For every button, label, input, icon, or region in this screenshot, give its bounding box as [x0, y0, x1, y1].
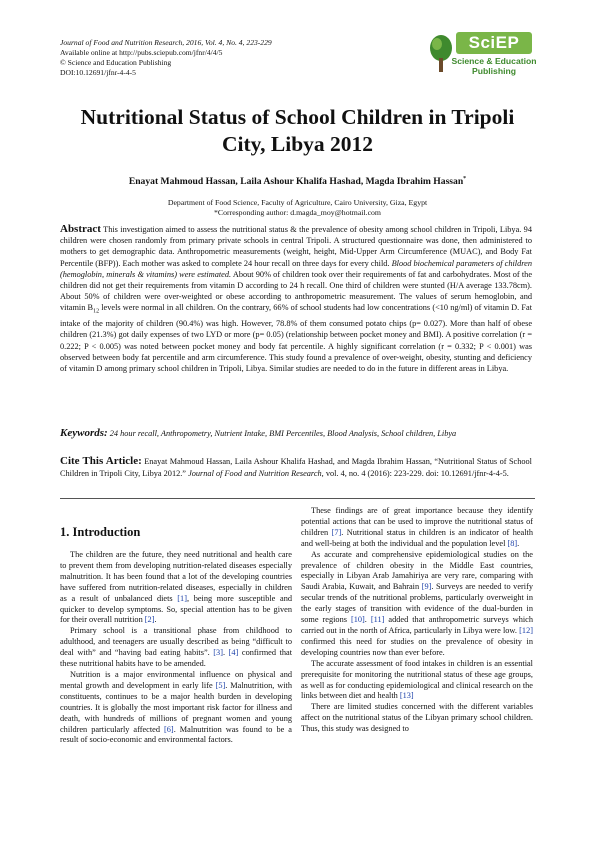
- sciep-logo: [428, 30, 538, 80]
- abstract-text-italic: Blood biochemical parameters of children (hemoglobin, minerals & vitamins) were estimated.: [60, 258, 532, 279]
- right-column: [301, 506, 533, 735]
- abstract: [60, 224, 532, 374]
- paper-title: Nutritional Status of School Children in Tripoli City, Libya 2012: [80, 105, 515, 156]
- reference-link[interactable]: [5]: [215, 680, 226, 690]
- paragraph: Nutrition is a major environmental influence on physical and mental growth and development in early life [5]. Malnutrition, with constituents, continues to be a major health burden in developing countries. It is globally the most important risk factor for illness and death, with hundreds of millions of pregnant women and young children particularly affected [6]. Malnutrition was found to be a result of socio-economic and environmental factors.: [60, 669, 293, 745]
- reference-link[interactable]: [7]: [331, 527, 342, 537]
- paragraph: Primary school is a transitional phase from childhood to adulthood, and teenagers are usually described as being “difficult to deal with” and “having bad eating habits”. [3]. [4] confirmed that these nutritional habits have to be amended.: [60, 626, 293, 669]
- abstract-text-1: This investigation aimed to assess the nutritional status & the prevalence of obesity among school children in Tripoli, Libya. 94 children were chosen randomly from primary private schools in central Tripoli. A structured questionnaire was done, then administered to mothers to get demographic data. Anthropometric measurements (weight, height, Mid-Upper Arm Circumference (MUAC), and Body Fat Percentile (BFP)). Each mother was asked to complete 24 hour recall on three days for every child.: [60, 225, 532, 268]
- logo-line-2: Publishing: [472, 66, 516, 76]
- left-column: [60, 506, 292, 746]
- reference-link[interactable]: [8]: [507, 538, 518, 548]
- corresponding-mark: *: [463, 176, 467, 182]
- reference-link[interactable]: [1]: [177, 593, 187, 603]
- section-divider: [60, 498, 535, 499]
- reference-link[interactable]: [13]: [399, 691, 414, 701]
- logo-brand: SciEP: [456, 32, 532, 54]
- cite-text-2: vol. 4, no. 4 (2016): 223-229. doi: 10.12691/jfnr-4-4-5.: [325, 468, 509, 478]
- affiliation: Department of Food Science, Faculty of Agriculture, Cairo University, Giza, Egypt: [167, 198, 428, 207]
- logo-subtitle: [448, 56, 540, 76]
- reference-link[interactable]: [9]: [421, 582, 432, 592]
- logo-line-1: Science & Education: [451, 56, 537, 66]
- paragraph: There are limited studies concerned with the different variables affect on the nutritional status of the Libyan primary school children. Thus, this study was designed to: [301, 702, 533, 734]
- abstract-label: Abstract: [60, 223, 101, 235]
- keywords-label: Keywords:: [60, 427, 108, 439]
- reference-link[interactable]: [6]: [164, 724, 174, 734]
- cite-journal: Journal of Food and Nutrition Research,: [188, 468, 324, 478]
- journal-url[interactable]: Available online at http://pubs.sciepub.com/jfnr/4/4/5: [60, 48, 223, 57]
- author-names: Enayat Mahmoud Hassan, Laila Ashour Khalifa Hashad, Magda Ibrahim Hassan: [128, 176, 464, 188]
- abstract-text-2: About 90% of children took over their requirements of fat and carbohydrates. Most of the children did not get their requirements from vitamin D according to 24 h recall. One third of children were stunted (H/A average 133.78cm). About 50% of children were over-weighted or obese according to anthropometric measurement. The values of serum hemoglobin, and vitamin B: [60, 269, 533, 313]
- reference-link[interactable]: [11]: [370, 615, 385, 625]
- journal-citation: Journal of Food and Nutrition Research, 2016, Vol. 4, No. 4, 223-229: [60, 38, 272, 47]
- paragraph: These findings are of great importance because they identify potential actions that can be used to improve the nutritional status of children [7]. Nutritional status in children is an indicator of health and well-being at both the individual and the population level [8].: [301, 506, 533, 548]
- doi-line[interactable]: DOI:10.12691/jfnr-4-4-5: [60, 68, 136, 77]
- abstract-subscript: 12: [93, 309, 100, 316]
- reference-link[interactable]: [4]: [228, 648, 239, 658]
- cite-label: Cite This Article:: [60, 455, 142, 467]
- journal-header: [60, 38, 272, 78]
- intro-heading: 1. Introduction: [60, 525, 141, 539]
- author-list: [60, 176, 535, 187]
- reference-link[interactable]: [2]: [144, 615, 155, 625]
- paragraph: As accurate and comprehensive epidemiological studies on the prevalence of children obesity in the Middle East countries, especially in Libyan Arab Jamahiriya are very rare, comparing with Saudi Arabia, Kuwait, and Bahrain [9]. Surveys are needed to verify secular trends of the nutritional problems, particularly overweight in the early stages of transition with evidence of the dual-burden in some regions [10]. [11] added that anthropometric surveys which carried out in the north of Africa, particularly in Libya were low. [12] confirmed this need for studies on the prevalence of obesity in developing countries now than ever before.: [301, 549, 534, 657]
- keywords: [60, 428, 532, 439]
- cite-text-1: Enayat Mahmoud Hassan, Laila Ashour Khalifa Hashad, and Magda Ibrahim Hassan, “Nutritional Status of School Children in Tripoli City, Libya 2012.”: [60, 457, 532, 478]
- reference-link[interactable]: [10]: [350, 615, 365, 625]
- paragraph: The children are the future, they need nutritional and health care to prevent them from developing nutrition-related diseases especially malnutrition. It has been found that a lot of the developing countries have suffered from nutrition-related diseases, especially in children as a result of unbalanced diets [1], being more susceptible and quicker to develop symptoms. So, special attention has to be given for their overall nutrition [2].: [60, 550, 292, 625]
- copyright-line: © Science and Education Publishing: [60, 58, 172, 67]
- affiliation-block: [60, 198, 535, 218]
- reference-link[interactable]: [3]: [213, 648, 223, 658]
- paragraph: The accurate assessment of food intakes in children is an essential prerequisite for monitoring the nutritional status of these age groups, as well as for conducting epidemiological and clinical research on the links between diet and health [13]: [301, 658, 533, 701]
- abstract-text-3: levels were normal in all children. On the contrary, 66% of school students had low concentrations (<10 ng/ml) of vitamin D. Fat intake of the majority of children (90.4%) was high. However, 78.8% of them consumed potato chips (p= 0.027). More than half of obese children (21.3%) got daily expenses of two LYD or more (p= 0.05) (relationship between pocket money and BMI). A positive correlation (r = 0.222; P < 0.005) was noted between pocket money and body fat percentile. A highly significant correlation (r = 0.332; P < 0.001) was observed between body fat percentile and arm circumference. This study found a prevalence of over-weight, obesity, stunting and deficiency of vitamin D among primary school children in Tripoli, Libya. Similar studies are needed to do in the future in different areas in Libya.: [60, 303, 532, 374]
- corresponding-author: *Corresponding author: d.magda_moy@hotmail.com: [214, 208, 381, 217]
- keywords-text: 24 hour recall, Anthropometry, Nutrient Intake, BMI Percentiles, Blood Analysis, School children, Libya: [109, 429, 457, 438]
- reference-link[interactable]: [12]: [519, 625, 533, 635]
- cite-this-article: [60, 456, 532, 479]
